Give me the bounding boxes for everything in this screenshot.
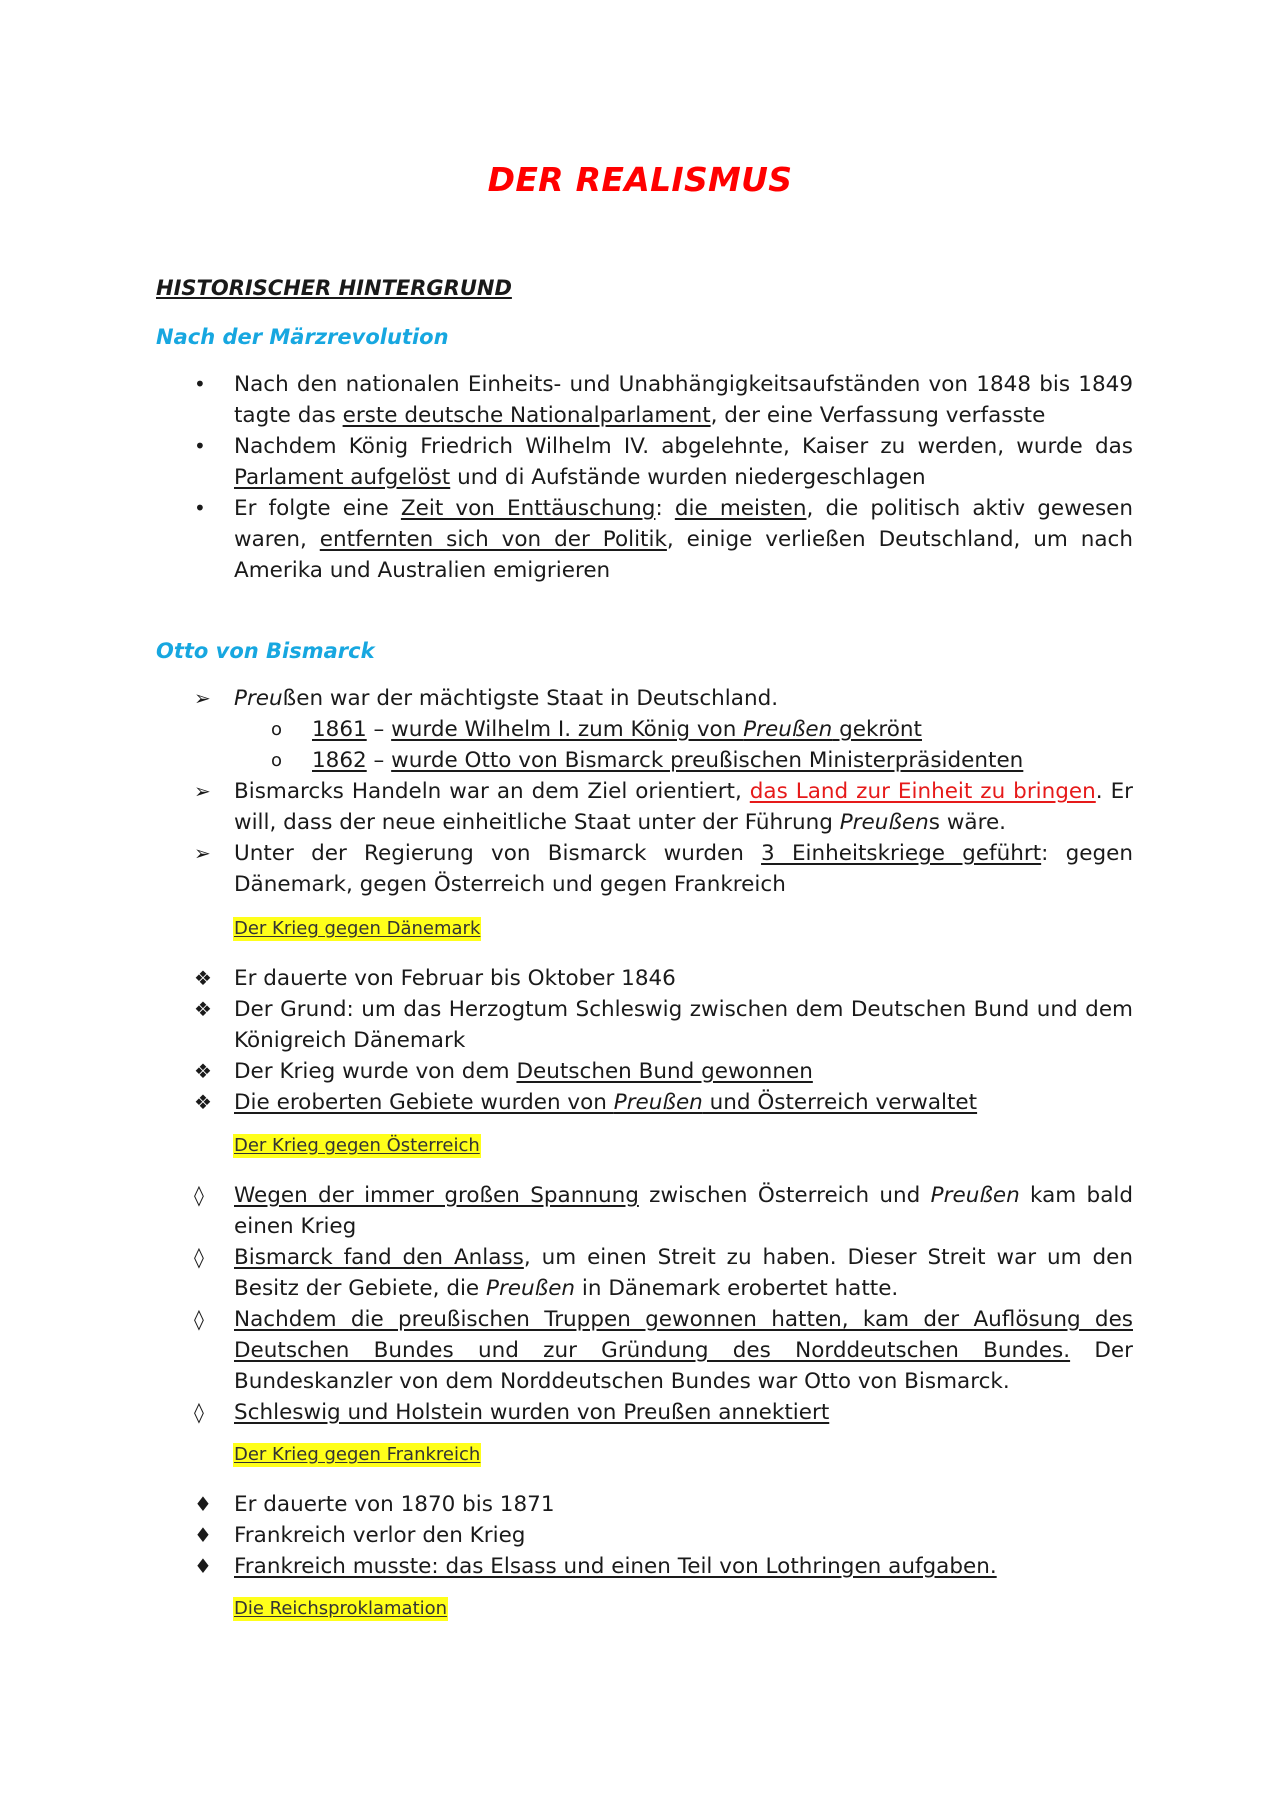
list-item: • Nachdem König Friedrich Wilhelm IV. abgelehnte, Kaiser zu werden, wurde das Parlament aufgelöst und di Aufstände wurden niedergeschlagen <box>156 431 1133 493</box>
list-item: o 1862 – wurde Otto von Bismarck preußischen Ministerpräsidenten <box>156 745 1133 776</box>
list-item: ❖ Der Grund: um das Herzogtum Schleswig zwischen dem Deutschen Bund und dem Königreich Dänemark <box>156 994 1133 1056</box>
diamond-icon: ♦ <box>194 1492 212 1516</box>
arrow-icon: ➢ <box>194 841 211 865</box>
list-item: ➢ Bismarcks Handeln war an dem Ziel orientiert, das Land zur Einheit zu bringen. Er will, dass der neue einheitliche Staat unter der Führung Preußens wäre. <box>156 776 1133 838</box>
list-frankreich <box>156 1489 1133 1582</box>
highlight-krieg-frankreich: Der Krieg gegen Frankreich <box>234 1444 481 1465</box>
list-item: ❖ Die eroberten Gebiete wurden von Preußen und Österreich verwaltet <box>156 1087 1133 1118</box>
four-diamond-icon: ❖ <box>194 966 212 990</box>
diamond-icon: ♦ <box>194 1554 212 1578</box>
subheading-bismarck: Otto von Bismarck <box>156 639 375 663</box>
highlight-krieg-oesterreich: Der Krieg gegen Österreich <box>234 1135 480 1156</box>
bullet-icon: • <box>194 434 206 458</box>
subheading-maerzrevolution: Nach der Märzrevolution <box>156 325 449 349</box>
list-item: ♦ Frankreich musste: das Elsass und einen Teil von Lothringen aufgaben. <box>156 1551 1133 1582</box>
list-item: ♦ Frankreich verlor den Krieg <box>156 1520 1133 1551</box>
four-diamond-icon: ❖ <box>194 997 212 1021</box>
highlight-krieg-daenemark: Der Krieg gegen Dänemark <box>234 918 481 939</box>
list-item: ◊ Wegen der immer großen Spannung zwischen Österreich und Preußen kam bald einen Krieg <box>156 1180 1133 1242</box>
arrow-icon: ➢ <box>194 686 211 710</box>
list-daenemark <box>156 963 1133 1118</box>
page-title: DER REALISMUS <box>487 160 793 199</box>
four-diamond-icon: ❖ <box>194 1090 212 1114</box>
diamond-icon: ♦ <box>194 1523 212 1547</box>
circle-icon: o <box>271 719 283 740</box>
bullet-icon: • <box>194 372 206 396</box>
list-item: ❖ Der Krieg wurde von dem Deutschen Bund gewonnen <box>156 1056 1133 1087</box>
section-heading: HISTORISCHER HINTERGRUND <box>156 276 512 300</box>
lozenge-icon: ◊ <box>194 1400 204 1424</box>
list-bismarck <box>156 683 1133 900</box>
list-item: ➢ Unter der Regierung von Bismarck wurden 3 Einheitskriege geführt: gegen Dänemark, gegen Österreich und gegen Frankreich <box>156 838 1133 900</box>
list-item: • Nach den nationalen Einheits- und Unabhängigkeitsaufständen von 1848 bis 1849 tagte das erste deutsche Nationalparlament, der eine Verfassung verfasste <box>156 369 1133 431</box>
list-item: ♦ Er dauerte von 1870 bis 1871 <box>156 1489 1133 1520</box>
arrow-icon: ➢ <box>194 779 211 803</box>
list-maerzrevolution <box>156 369 1133 586</box>
list-oesterreich <box>156 1180 1133 1428</box>
list-item: ❖ Er dauerte von Februar bis Oktober 1846 <box>156 963 1133 994</box>
lozenge-icon: ◊ <box>194 1183 204 1207</box>
highlight-reichsproklamation: Die Reichsproklamation <box>234 1598 448 1619</box>
list-item: • Er folgte eine Zeit von Enttäuschung: die meisten, die politisch aktiv gewesen waren, entfernten sich von der Politik, einige verließen Deutschland, um nach Amerika und Australien emigrieren <box>156 493 1133 586</box>
lozenge-icon: ◊ <box>194 1245 204 1269</box>
lozenge-icon: ◊ <box>194 1307 204 1331</box>
list-item: ◊ Bismarck fand den Anlass, um einen Streit zu haben. Dieser Streit war um den Besitz der Gebiete, die Preußen in Dänemark erobertet hatte. <box>156 1242 1133 1304</box>
bullet-icon: • <box>194 496 206 520</box>
four-diamond-icon: ❖ <box>194 1059 212 1083</box>
list-item: ◊ Nachdem die preußischen Truppen gewonnen hatten, kam der Auflösung des Deutschen Bundes und zur Gründung des Norddeutschen Bundes. Der Bundeskanzler von dem Norddeutschen Bundes war Otto von Bismarck. <box>156 1304 1133 1397</box>
list-item: ◊ Schleswig und Holstein wurden von Preußen annektiert <box>156 1397 1133 1428</box>
list-item: o 1861 – wurde Wilhelm I. zum König von Preußen gekrönt <box>156 714 1133 745</box>
list-item: ➢ Preußen war der mächtigste Staat in Deutschland. <box>156 683 1133 714</box>
circle-icon: o <box>271 750 283 771</box>
